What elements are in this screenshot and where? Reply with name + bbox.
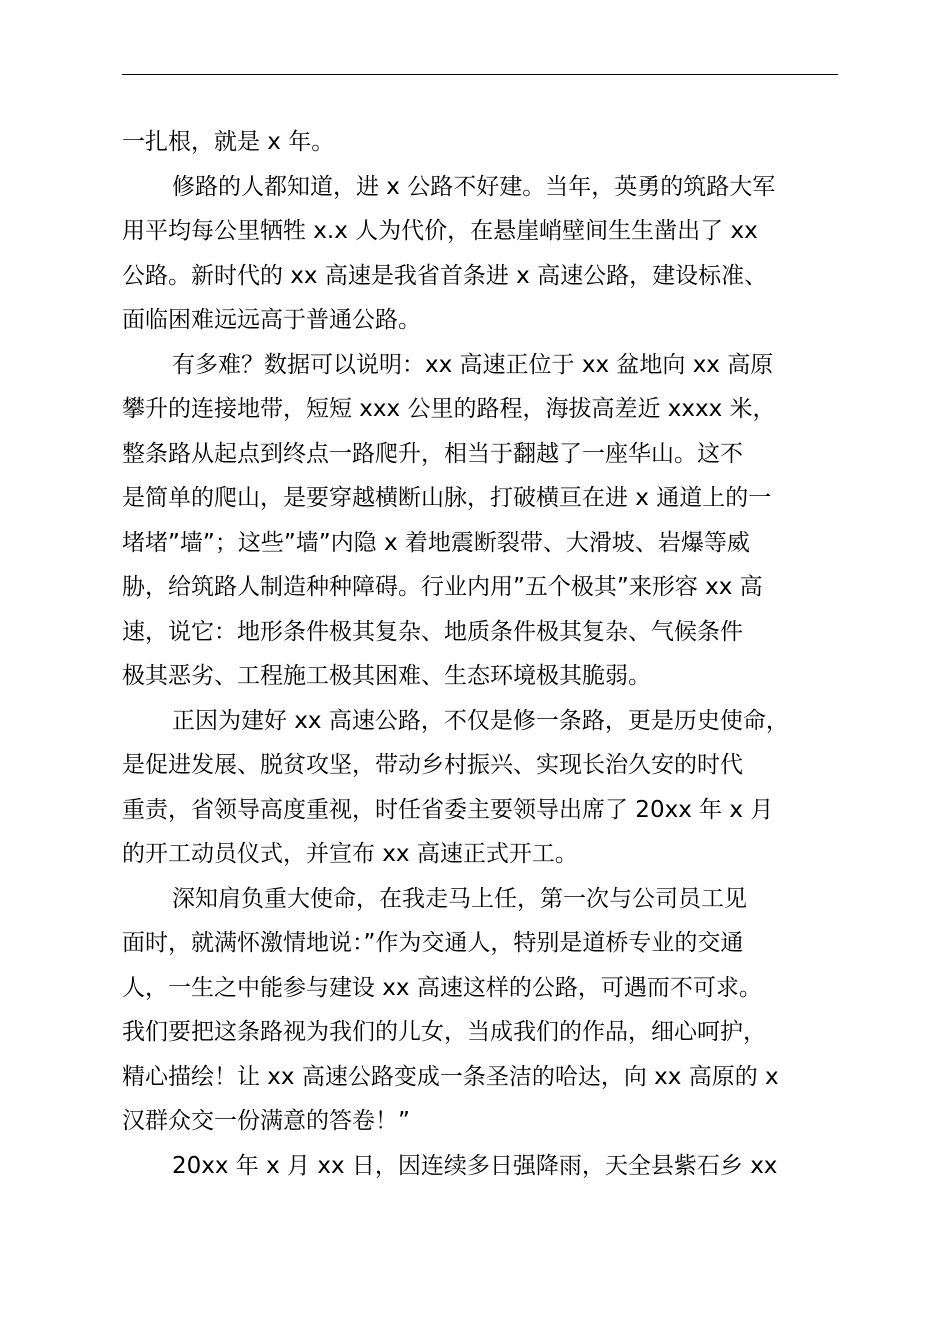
text-line: 用平均每公里牺牲 x.x 人为代价，在悬崖峭壁间生生凿出了 xx	[122, 218, 758, 244]
text-line: 攀升的连接地带，短短 xxx 公里的路程，海拔高差近 xxxx 米，	[122, 396, 776, 422]
text-line: 重责，省领导高度重视，时任省委主要领导出席了 20xx 年 x 月	[122, 796, 774, 823]
text-line: 极其恶劣、工程施工极其困难、生态环境极其脆弱。	[122, 663, 651, 689]
body-text	[122, 120, 838, 1188]
text-line: 是简单的爬山，是要穿越横断山脉，打破横亘在进 x 通道上的一	[122, 485, 772, 511]
text-line: 的开工动员仪式，并宣布 xx 高速正式开工。	[122, 841, 578, 867]
text-line: 胁，给筑路人制造种种障碍。行业内用”五个极其”来形容 xx 高	[122, 574, 763, 600]
text-line: 修路的人都知道，进 x 公路不好建。当年，英勇的筑路大军	[172, 173, 776, 200]
text-line: 汉群众交一份满意的答卷！”	[122, 1108, 410, 1134]
text-line: 面时，就满怀激情地说：”作为交通人，特别是道桥专业的交通	[122, 930, 744, 956]
text-line: 整条路从起点到终点一路爬升，相当于翻越了一座华山。这不	[122, 440, 743, 467]
text-line: 有多难？数据可以说明：xx 高速正位于 xx 盆地向 xx 高原	[172, 351, 774, 378]
header-rule	[122, 74, 838, 75]
text-line: 精心描绘！让 xx 高速公路变成一条圣洁的哈达，向 xx 高原的 x	[122, 1063, 779, 1090]
text-line: 速，说它：地形条件极其复杂、地质条件极其复杂、气候条件	[122, 618, 743, 645]
text-line: 人，一生之中能参与建设 xx 高速这样的公路，可遇而不可求。	[122, 974, 762, 1001]
text-line: 面临困难远远高于普通公路。	[122, 307, 421, 333]
text-line: 一扎根，就是 x 年。	[122, 129, 335, 155]
text-line: 20xx 年 x 月 xx 日，因连续多日强降雨，天全县紫石乡 xx	[172, 1152, 778, 1179]
text-line: 正因为建好 xx 高速公路，不仅是修一条路，更是历史使命，	[172, 707, 789, 734]
text-line: 堵堵”墙”；这些”墙”内隐 x 着地震断裂带、大滑坡、岩爆等威	[122, 529, 750, 556]
text-line: 是促进发展、脱贫攻坚，带动乡村振兴、实现长治久安的时代	[122, 752, 743, 778]
text-line: 深知肩负重大使命，在我走马上任，第一次与公司员工见	[172, 885, 747, 912]
text-line: 我们要把这条路视为我们的儿女，当成我们的作品，细心呵护，	[122, 1019, 766, 1045]
text-line: 公路。新时代的 xx 高速是我省首条进 x 高速公路，建设标准、	[122, 262, 768, 289]
